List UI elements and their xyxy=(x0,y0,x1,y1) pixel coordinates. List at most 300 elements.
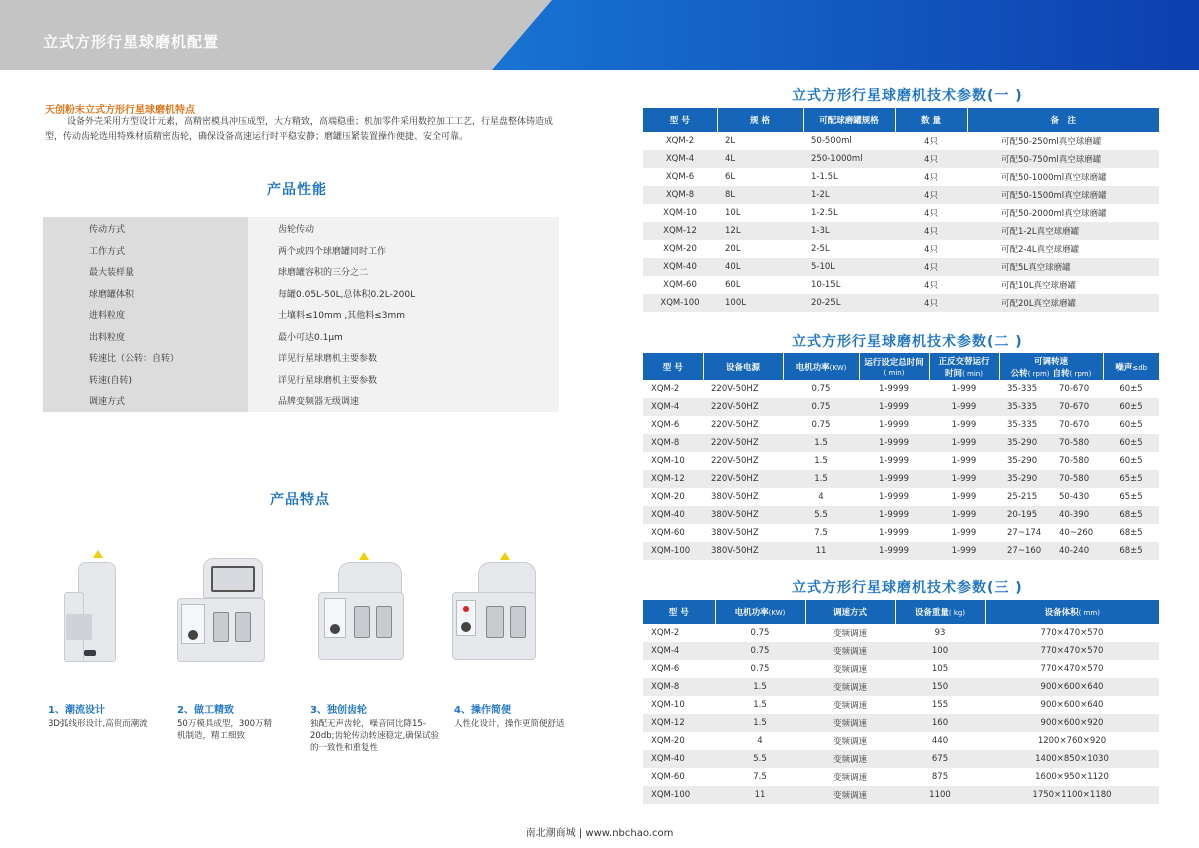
table-cell: XQM-40 xyxy=(643,750,715,768)
performance-value: 详见行星球磨机主要参数 xyxy=(278,354,378,364)
table-cell: 1750×1100×1180 xyxy=(985,786,1159,804)
table-cell: 1200×760×920 xyxy=(1037,736,1107,746)
performance-row xyxy=(43,239,559,261)
knob-icon xyxy=(461,622,471,632)
table-cell: 60±5 xyxy=(1119,420,1143,430)
table-cell: XQM-4 xyxy=(643,398,703,416)
table-cell: 可配10L真空球磨罐 xyxy=(1001,281,1077,291)
table-cell: 0.75 xyxy=(811,420,831,430)
table-cell: 68±5 xyxy=(1119,528,1143,538)
col-header: 设备电源 xyxy=(703,353,783,380)
table-cell: 1-999 xyxy=(929,506,999,524)
table-cell: 35-290 xyxy=(1007,456,1038,466)
table-cell: 1.5 xyxy=(783,470,859,488)
table-cell: 4只 xyxy=(924,209,938,219)
table-row xyxy=(643,678,1159,696)
table-cell: 1-1.5L xyxy=(811,172,838,182)
feature-desc: 人性化设计，操作更简便舒适 xyxy=(454,719,565,729)
table-cell: 25-215 xyxy=(1007,492,1038,502)
table-cell: 4只 xyxy=(895,150,967,168)
table-cell: 68±5 xyxy=(1103,506,1159,524)
table-cell: 675 xyxy=(895,750,985,768)
intro-text: 设备外壳采用方型设计元素，高精密模具冲压成型，大方精致，高端稳重；机加零件采用数控加工工艺，行星盘整体铸造成型，传动齿轮选用特殊材质精密齿轮，确保设备高速运行时平稳安静；磨罐压紧装置操作便捷、安全可靠。 xyxy=(45,117,554,142)
header-text: 公转 xyxy=(1010,368,1028,379)
table-cell: 70-580 xyxy=(1059,456,1090,466)
table-cell: 60±5 xyxy=(1119,384,1143,394)
table-cell: 1-2L xyxy=(803,186,895,204)
table-cell: 1600×950×1120 xyxy=(1035,772,1109,782)
table-cell: 1100 xyxy=(895,786,985,804)
jar xyxy=(486,606,504,638)
header-unit: (KW) xyxy=(768,609,786,617)
table-row xyxy=(643,294,1159,312)
header-unit: (KW) xyxy=(829,363,847,372)
table-cell: 1-999 xyxy=(951,384,977,394)
header-text: 电机功率 xyxy=(734,608,769,618)
table-cell: 220V-50HZ xyxy=(711,384,759,394)
table-cell: 0.75 xyxy=(750,628,770,638)
col-header xyxy=(929,353,999,380)
performance-value: 齿轮传动 xyxy=(278,225,315,235)
table-cell: 可配50-2000ml真空球磨罐 xyxy=(1001,209,1107,219)
table-row xyxy=(643,204,1159,222)
table-cell: 50-500ml xyxy=(811,136,852,146)
table-cell: XQM-12 xyxy=(643,222,717,240)
table-cell: 35-335 xyxy=(1007,420,1038,430)
table-cell: 70-670 xyxy=(1059,384,1090,394)
table-cell: 1400×850×1030 xyxy=(985,750,1159,768)
table-cell: XQM-20 xyxy=(651,736,685,746)
table-row xyxy=(643,240,1159,258)
table-row xyxy=(643,542,1159,560)
table-cell: 900×600×920 xyxy=(985,714,1159,732)
table-cell: XQM-2 xyxy=(651,628,680,638)
table-cell: 12L xyxy=(717,222,803,240)
table-cell: 1.5 xyxy=(783,434,859,452)
table-cell: XQM-8 xyxy=(643,186,717,204)
table-row xyxy=(643,714,1159,732)
col-header: 型 号 xyxy=(643,600,715,624)
table-cell: 可配50-250ml真空球磨罐 xyxy=(1001,137,1102,147)
table-cell: 1-999 xyxy=(929,542,999,560)
performance-table xyxy=(43,217,559,412)
table-cell: 0.75 xyxy=(750,664,770,674)
table-cell: 60±5 xyxy=(1119,456,1143,466)
performance-value: 每罐0.05L-50L,总体积0.2L-200L xyxy=(278,289,416,300)
table-cell: 可配50-750ml真空球磨罐 xyxy=(967,150,1159,168)
table-cell: 4只 xyxy=(895,222,967,240)
header-text: 自转 xyxy=(1052,368,1070,379)
col-header xyxy=(783,353,859,380)
table-row xyxy=(643,660,1159,678)
performance-value: 土壤料≤10mm ,其他料≤3mm xyxy=(278,311,406,321)
table-cell: 7.5 xyxy=(814,528,828,538)
table-cell: 4只 xyxy=(924,281,938,291)
table-cell: 20L xyxy=(725,244,741,254)
table-cell: 2-5L xyxy=(811,244,830,254)
table-cell: 770×470×570 xyxy=(1040,664,1104,674)
table-cell: 27~160 xyxy=(999,542,1051,560)
table-cell: XQM-100 xyxy=(643,542,703,560)
table-row xyxy=(643,506,1159,524)
table-cell: 1-999 xyxy=(951,420,977,430)
table-row xyxy=(643,642,1159,660)
table-cell: 70-580 xyxy=(1051,470,1103,488)
table-cell: 1-9999 xyxy=(859,470,929,488)
table-cell: XQM-100 xyxy=(643,294,717,312)
table-cell: 20-195 xyxy=(999,506,1051,524)
table-cell: XQM-6 xyxy=(651,420,680,430)
features-title: 产品特点 xyxy=(270,492,330,508)
table-cell: 4 xyxy=(818,492,824,502)
spec-table-2 xyxy=(643,353,1159,560)
performance-row xyxy=(43,303,559,325)
table-cell: 70-670 xyxy=(1059,420,1090,430)
performance-key: 调速方式 xyxy=(89,397,126,407)
jar xyxy=(235,612,251,642)
header-text: 正反交替运行 xyxy=(938,356,990,367)
col-header xyxy=(859,353,929,380)
table-cell: 50-430 xyxy=(1059,492,1090,502)
table-cell: 35-290 xyxy=(999,470,1051,488)
table-cell: 变频调速 xyxy=(805,786,895,804)
jar xyxy=(510,606,526,638)
table-cell: 1.5 xyxy=(753,700,767,710)
table-cell: 875 xyxy=(931,772,949,782)
table-cell: 100 xyxy=(895,642,985,660)
table-cell: XQM-2 xyxy=(651,384,680,394)
table-cell: 4只 xyxy=(895,258,967,276)
table-cell: 70-670 xyxy=(1051,398,1103,416)
table-cell: 可配20L真空球磨罐 xyxy=(967,294,1159,312)
table-cell: 1.5 xyxy=(715,678,805,696)
table2-title: 立式方形行星球磨机技术参数(二 ) xyxy=(792,334,1023,350)
table-cell: 380V-50HZ xyxy=(711,528,759,538)
table-cell: 60±5 xyxy=(1103,434,1159,452)
table-cell: 220V-50HZ xyxy=(711,420,759,430)
table-cell: XQM-20 xyxy=(651,492,685,502)
table-row xyxy=(643,750,1159,768)
table-cell: 可配5L真空球磨罐 xyxy=(967,258,1159,276)
table-cell: XQM-10 xyxy=(651,700,685,710)
table-cell: 0.75 xyxy=(811,384,831,394)
table-cell: 1.5 xyxy=(715,714,805,732)
header-text: 运行设定总时间 xyxy=(864,357,924,368)
header-text: 电机功率 xyxy=(795,362,830,373)
table-cell: 60±5 xyxy=(1103,398,1159,416)
table-cell: 1-9999 xyxy=(878,492,910,502)
table-cell: 5.5 xyxy=(715,750,805,768)
table-row xyxy=(643,168,1159,186)
warning-icon xyxy=(93,550,103,558)
table-cell: 1-999 xyxy=(951,528,977,538)
header-text: 噪声 xyxy=(1115,362,1133,373)
table-cell: 440 xyxy=(931,736,949,746)
table-cell: 380V-50HZ xyxy=(703,506,783,524)
col-header: 备 注 xyxy=(967,108,1159,132)
table-cell: 变频调速 xyxy=(832,701,867,711)
col-header: 型 号 xyxy=(643,108,717,132)
header-unit: ( mm) xyxy=(1078,609,1100,617)
feature-desc: 3D弧线形设计,高贵而潮流 xyxy=(48,719,148,729)
table-cell: 变频调速 xyxy=(805,678,895,696)
table-cell: 可配1-2L真空球磨罐 xyxy=(967,222,1159,240)
table-row xyxy=(643,624,1159,642)
performance-key: 最大装样量 xyxy=(89,268,135,278)
table-cell: 60L xyxy=(725,280,741,290)
table-cell: 8L xyxy=(717,186,803,204)
table-row xyxy=(643,150,1159,168)
table-cell: XQM-100 xyxy=(643,786,715,804)
feature-title: 1、潮流设计 xyxy=(48,705,105,716)
table-cell: 1-3L xyxy=(803,222,895,240)
base-label xyxy=(84,650,96,656)
table-cell: 40-240 xyxy=(1051,542,1103,560)
table-row xyxy=(643,276,1159,294)
table-cell: XQM-10 xyxy=(663,208,697,218)
header-text: 时间 xyxy=(945,368,963,379)
table-cell: XQM-4 xyxy=(643,642,715,660)
spec-table-3 xyxy=(643,600,1159,804)
table-cell: 93 xyxy=(934,628,946,638)
table-cell: XQM-10 xyxy=(651,456,685,466)
table-cell: XQM-4 xyxy=(643,150,717,168)
footer: 南北潮商城 | www.nbchao.com xyxy=(525,828,674,839)
performance-title: 产品性能 xyxy=(267,182,327,198)
table-cell: 160 xyxy=(895,714,985,732)
table-cell: 2L xyxy=(725,136,736,146)
table-cell: 40~260 xyxy=(1059,528,1094,538)
spec-table-1 xyxy=(643,108,1159,312)
jar xyxy=(354,606,370,638)
col-header xyxy=(715,600,805,624)
table-cell: 4只 xyxy=(895,186,967,204)
table-cell: 变频调速 xyxy=(832,665,867,675)
table-cell: XQM-12 xyxy=(643,714,715,732)
performance-value: 两个或四个球磨罐同时工作 xyxy=(278,246,387,257)
table-cell: 1-999 xyxy=(929,398,999,416)
table-cell: XQM-6 xyxy=(665,172,695,182)
jar-chamber xyxy=(66,614,92,640)
col-header xyxy=(999,353,1103,380)
table-cell: 可配2-4L真空球磨罐 xyxy=(1001,245,1080,255)
table3-title: 立式方形行星球磨机技术参数(三 ) xyxy=(792,580,1023,596)
table-cell: 1-999 xyxy=(929,470,999,488)
table-cell: 可配50-1500ml真空球磨罐 xyxy=(967,186,1159,204)
table-cell: 220V-50HZ xyxy=(703,398,783,416)
table-row xyxy=(643,470,1159,488)
product-image-1 xyxy=(48,540,138,665)
page-title: 立式方形行星球磨机配置 xyxy=(43,33,220,51)
header-text: 可调转速 xyxy=(1033,356,1068,367)
warning-icon xyxy=(500,552,510,560)
knob-icon xyxy=(188,630,198,640)
table-cell: 4 xyxy=(757,736,763,746)
table-cell: 70-580 xyxy=(1051,434,1103,452)
table-cell: 11 xyxy=(715,786,805,804)
feature-desc: 独配无声齿轮，噪音同比降15-20db;齿轮传动转速稳定,确保试验的一致性和重复性 xyxy=(310,719,440,753)
product-image-2 xyxy=(175,540,265,665)
table-cell: XQM-40 xyxy=(643,258,717,276)
table1-title: 立式方形行星球磨机技术参数(一 ) xyxy=(792,88,1023,104)
jar xyxy=(376,606,392,638)
table-cell: XQM-12 xyxy=(643,470,703,488)
table-cell: 105 xyxy=(931,664,949,674)
stop-button-icon xyxy=(463,606,469,612)
performance-value: 品牌变频器无级调速 xyxy=(278,397,360,407)
header-unit: ( kg) xyxy=(948,609,966,617)
table-cell: 变频调速 xyxy=(805,750,895,768)
performance-key: 工作方式 xyxy=(89,246,126,257)
table-row xyxy=(643,696,1159,714)
table-cell: 900×600×640 xyxy=(1040,700,1104,710)
table-row xyxy=(643,416,1159,434)
header-unit: ≤db xyxy=(1132,363,1148,372)
header-unit: ( rpm) xyxy=(1069,369,1092,378)
table-cell: 35-290 xyxy=(999,434,1051,452)
table-cell: 380V-50HZ xyxy=(703,542,783,560)
table-row xyxy=(643,380,1159,398)
table-cell: 770×470×570 xyxy=(985,642,1159,660)
table-cell: 770×470×570 xyxy=(1040,628,1104,638)
performance-row xyxy=(43,282,559,304)
performance-row xyxy=(43,346,559,368)
performance-value: 详见行星球磨机主要参数 xyxy=(278,375,378,386)
performance-key: 球磨罐体积 xyxy=(89,289,135,300)
table-cell: 155 xyxy=(931,700,949,710)
knob-icon xyxy=(330,624,340,634)
table-cell: 65±5 xyxy=(1103,470,1159,488)
table-cell: 4L xyxy=(717,150,803,168)
table-row xyxy=(643,398,1159,416)
header-text: 设备重量 xyxy=(914,608,949,618)
table-cell: 4只 xyxy=(895,294,967,312)
intro-title: 天创粉末立式方形行星球磨机特点 xyxy=(45,105,195,116)
feature-title: 4、操作简便 xyxy=(454,705,511,716)
table-row xyxy=(643,732,1159,750)
table-cell: 150 xyxy=(895,678,985,696)
table-cell: XQM-20 xyxy=(663,244,697,254)
header-text: 设备体积 xyxy=(1044,608,1079,618)
table-row xyxy=(643,488,1159,506)
col-header: 调速方式 xyxy=(805,600,895,624)
table-cell: 1-9999 xyxy=(859,542,929,560)
table-cell: 1-9999 xyxy=(859,398,929,416)
table-cell: 变频调速 xyxy=(832,629,867,639)
table-cell: 1-999 xyxy=(951,492,977,502)
performance-value: 球磨罐容积的三分之二 xyxy=(278,268,369,278)
table-cell: 变频调速 xyxy=(832,773,867,783)
table-cell: 220V-50HZ xyxy=(711,456,759,466)
table-cell: 6L xyxy=(725,172,736,182)
table-cell: 1-9999 xyxy=(878,420,910,430)
table-cell: 0.75 xyxy=(715,642,805,660)
table-cell: 68±5 xyxy=(1103,542,1159,560)
header-unit: ( min) xyxy=(962,369,983,378)
table-cell: 5-10L xyxy=(803,258,895,276)
performance-key: 转速(自转) xyxy=(89,375,133,386)
warning-icon xyxy=(359,552,369,560)
table-cell: 1-2.5L xyxy=(811,208,838,218)
table-cell: 380V-50HZ xyxy=(711,492,759,502)
product-image-4 xyxy=(448,540,538,665)
table-row xyxy=(643,434,1159,452)
performance-row xyxy=(43,260,559,282)
col-header: 可配球磨罐规格 xyxy=(803,108,895,132)
jar xyxy=(213,612,229,642)
table-cell: 220V-50HZ xyxy=(703,470,783,488)
table-row xyxy=(643,222,1159,240)
table-cell: 1.5 xyxy=(814,456,828,466)
table-cell: XQM-6 xyxy=(651,664,680,674)
table-cell: XQM-8 xyxy=(643,434,703,452)
table-cell: XQM-40 xyxy=(643,506,703,524)
feature-desc: 50万模具成型，300万精机制造，精工细致 xyxy=(177,719,273,741)
performance-row xyxy=(43,325,559,347)
table-row xyxy=(643,786,1159,804)
col-header xyxy=(1103,353,1159,380)
performance-value: 最小可达0.1μm xyxy=(278,332,343,343)
performance-key: 传动方式 xyxy=(89,225,126,235)
table-cell: 10-15L xyxy=(811,280,841,290)
table-cell: 变频调速 xyxy=(805,714,895,732)
table-row xyxy=(643,258,1159,276)
table-cell: 1-999 xyxy=(929,434,999,452)
table-cell: 0.75 xyxy=(783,398,859,416)
table-row xyxy=(643,132,1159,150)
table-cell: 27~174 xyxy=(1007,528,1042,538)
table-row xyxy=(643,524,1159,542)
table-cell: 40-390 xyxy=(1051,506,1103,524)
col-header: 规 格 xyxy=(717,108,803,132)
table-cell: 900×600×640 xyxy=(985,678,1159,696)
table-cell: 变频调速 xyxy=(832,737,867,747)
table-cell: 20-25L xyxy=(803,294,895,312)
header-unit: ( rpm) xyxy=(1027,369,1050,378)
header-unit: ( min) xyxy=(883,368,905,377)
table-cell: 4只 xyxy=(924,173,938,183)
table-cell: 1-9999 xyxy=(878,528,910,538)
performance-row xyxy=(43,389,559,411)
table-cell: 1-9999 xyxy=(859,506,929,524)
feature-title: 2、做工精致 xyxy=(177,705,234,716)
table-cell: 35-335 xyxy=(999,398,1051,416)
table-cell: XQM-60 xyxy=(651,528,685,538)
table-cell: 1-9999 xyxy=(859,434,929,452)
table-row xyxy=(643,186,1159,204)
lid-window xyxy=(211,566,255,592)
table-cell: XQM-60 xyxy=(663,280,697,290)
table-cell: 5.5 xyxy=(783,506,859,524)
product-image-3 xyxy=(316,540,406,665)
table-row xyxy=(643,452,1159,470)
table-cell: 4只 xyxy=(924,137,938,147)
feature-title: 3、独创齿轮 xyxy=(310,705,367,716)
table-cell: 1-999 xyxy=(951,456,977,466)
table-cell: 7.5 xyxy=(753,772,767,782)
performance-row xyxy=(43,217,559,239)
performance-key: 出料粒度 xyxy=(89,332,126,343)
table-cell: 可配50-1000ml真空球磨罐 xyxy=(1001,173,1107,183)
performance-row xyxy=(43,368,559,390)
col-header xyxy=(985,600,1159,624)
table-cell: 220V-50HZ xyxy=(703,434,783,452)
table-cell: 250-1000ml xyxy=(803,150,895,168)
col-header: 型 号 xyxy=(643,353,703,380)
table-cell: 35-335 xyxy=(1007,384,1038,394)
table-cell: 100L xyxy=(717,294,803,312)
table-cell: 4只 xyxy=(924,245,938,255)
